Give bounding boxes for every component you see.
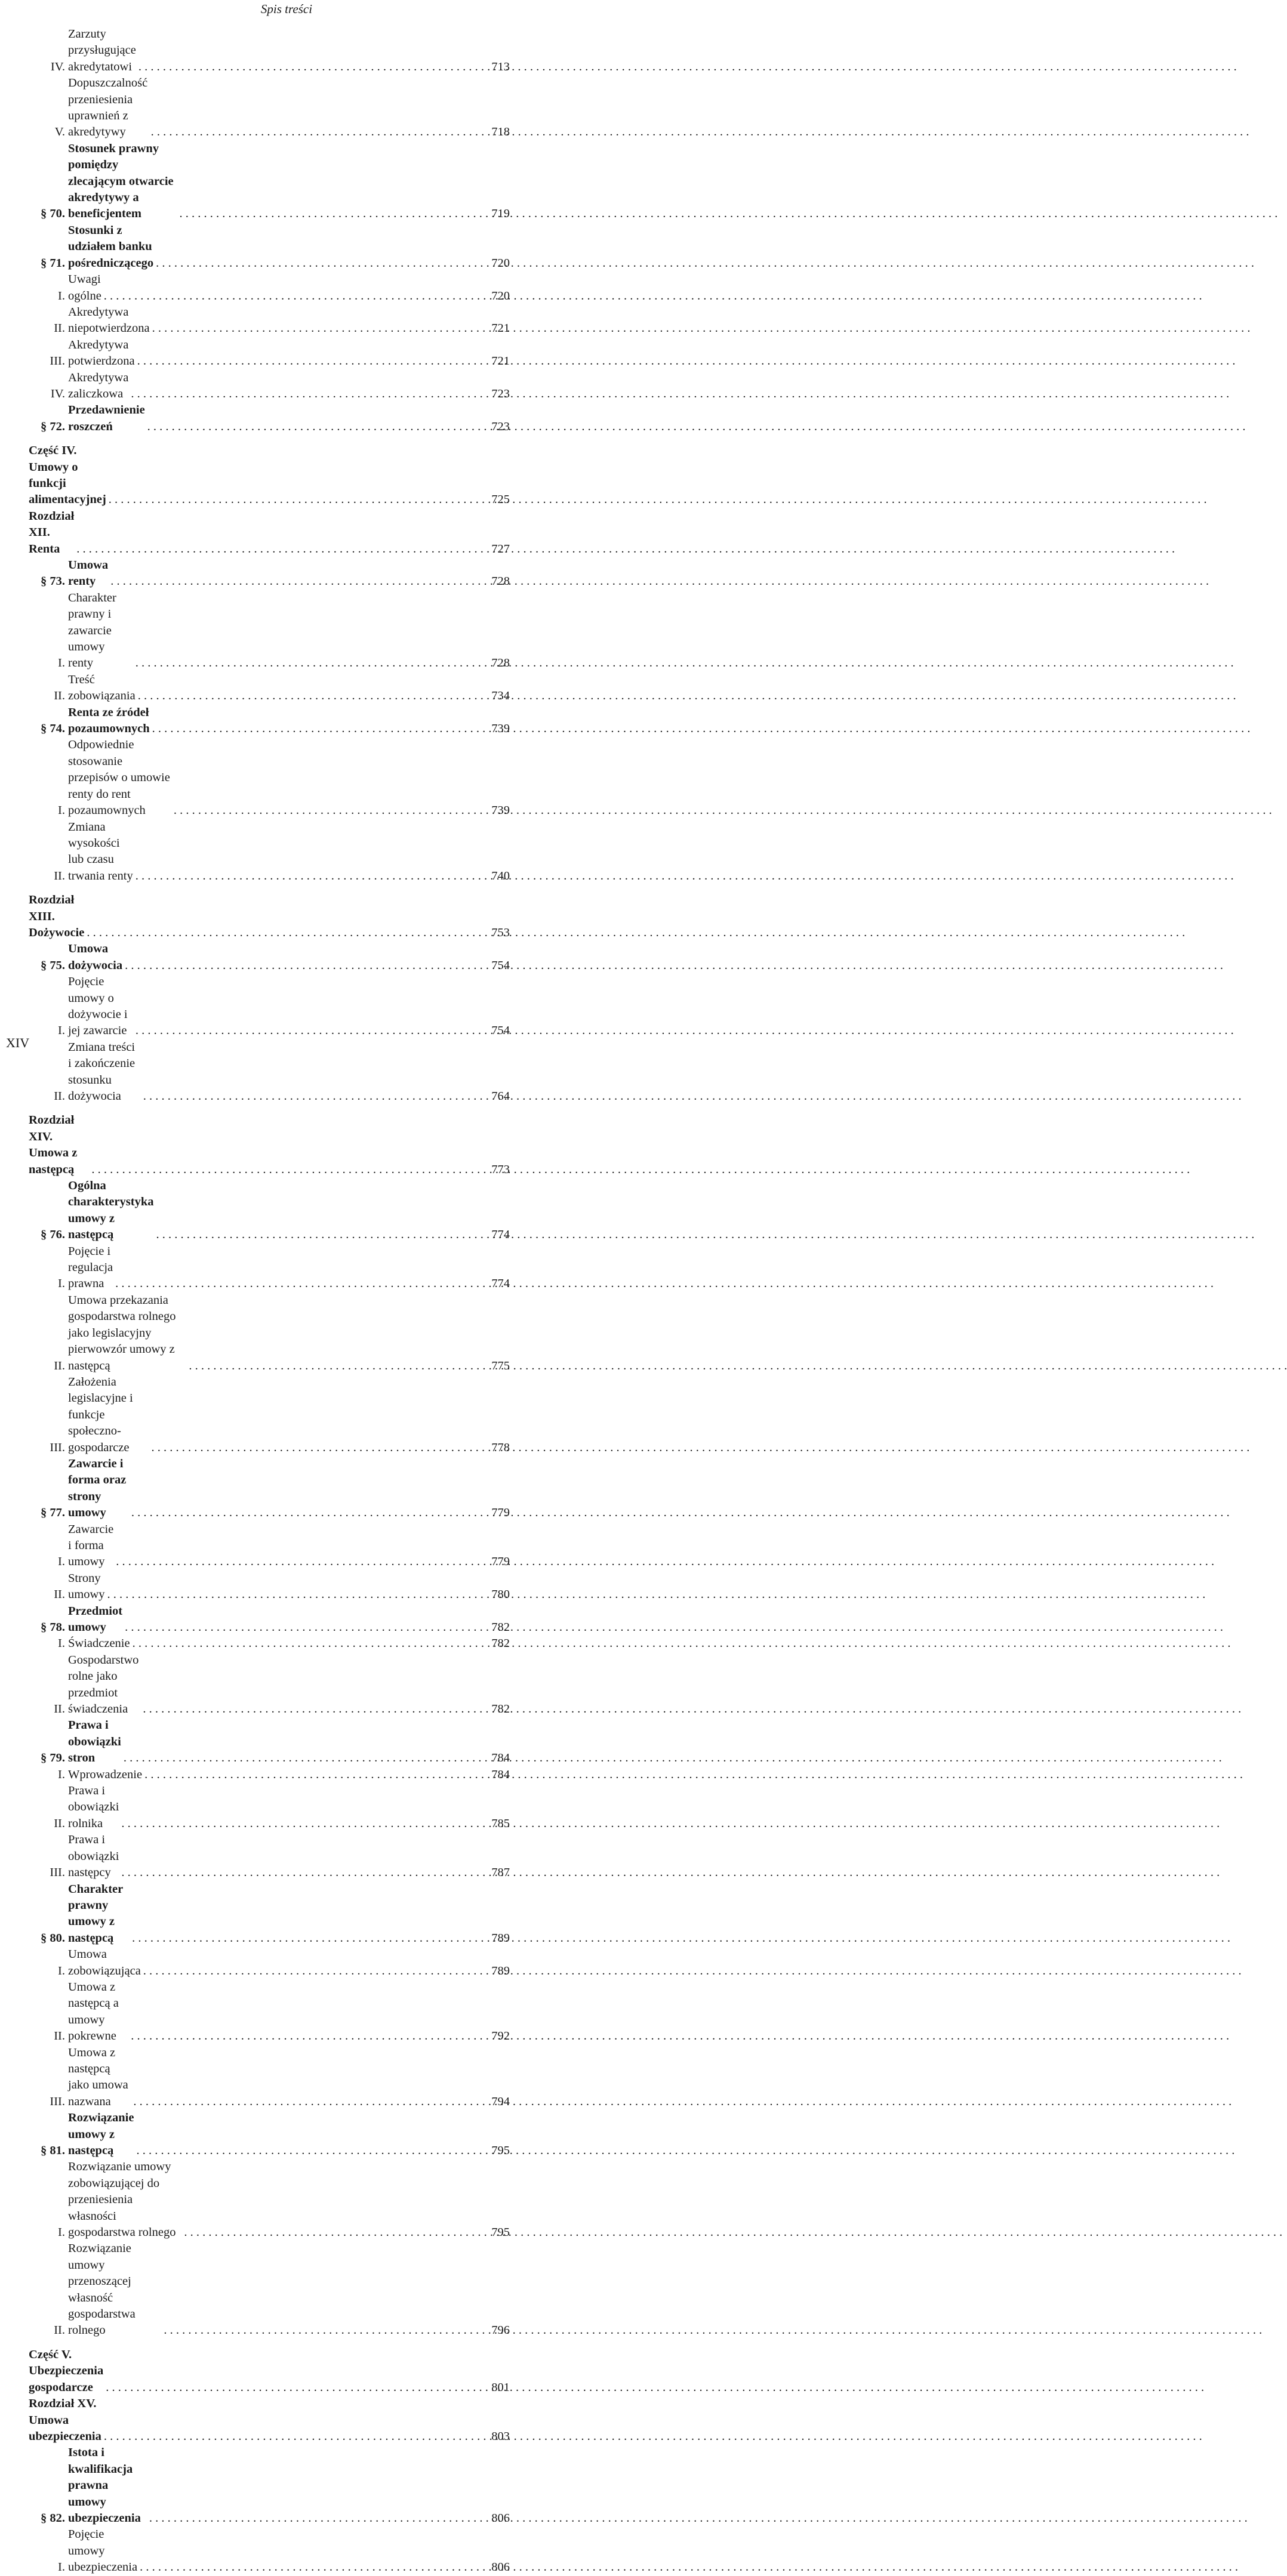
toc-entry-number: § 76. xyxy=(41,1228,65,1242)
toc-entry-page-number: 754 xyxy=(491,958,510,972)
toc-entry-title: Prawa i obowiązki następcy xyxy=(68,1833,119,1880)
running-header-title: Spis treści xyxy=(260,2,313,16)
toc-entry-page-number: 719 xyxy=(491,207,510,221)
toc-subsection-entry[interactable] xyxy=(29,1979,510,2045)
toc-section-entry[interactable] xyxy=(29,141,510,223)
toc-section-entry[interactable] xyxy=(29,1881,510,1947)
toc-subsection-entry[interactable] xyxy=(29,2159,510,2241)
toc-entry-number: V. xyxy=(54,125,65,139)
toc-section-entry[interactable] xyxy=(29,2445,510,2526)
toc-entry-page-number: 728 xyxy=(491,575,510,588)
toc-heading-entry[interactable] xyxy=(29,892,510,941)
toc-heading-entry[interactable] xyxy=(29,1112,510,1178)
toc-subsection-entry[interactable] xyxy=(29,2241,510,2339)
dot-leader xyxy=(125,1619,476,1636)
dot-leader xyxy=(151,124,476,140)
dot-leader xyxy=(133,2094,476,2110)
toc-entry-title: Pojęcie i regulacja prawna xyxy=(68,1244,113,1291)
dot-leader xyxy=(143,1701,476,1717)
dot-leader xyxy=(107,1587,477,1603)
dot-leader xyxy=(106,2380,476,2396)
toc-entry-page-number: 713 xyxy=(491,60,510,73)
toc-subsection-entry[interactable] xyxy=(29,2045,510,2111)
toc-entry-body xyxy=(68,337,479,370)
toc-entry-title: Umowa renty xyxy=(68,559,109,588)
toc-entry-body xyxy=(68,1832,479,1881)
toc-entry-page-number: 734 xyxy=(491,689,510,703)
dot-leader xyxy=(138,688,476,704)
toc-entry-body xyxy=(68,141,479,223)
toc-entry-title: Zawarcie i forma oraz strony umowy xyxy=(68,1457,127,1520)
toc-entry-body xyxy=(68,1652,479,1718)
toc-entry-number: III. xyxy=(50,2094,65,2108)
dot-leader xyxy=(91,1162,476,1178)
toc-entry-title: Strony umowy xyxy=(68,1571,105,1602)
toc-subsection-entry[interactable] xyxy=(29,75,510,141)
toc-entry-page-number: 796 xyxy=(491,2324,510,2337)
toc-entry-title: Rozwiązanie umowy zobowiązującej do przeniesienia własności gospodarstwa rolnego xyxy=(68,2160,176,2239)
toc-entry-title: Pojęcie umowy ubezpieczenia xyxy=(68,2528,138,2574)
toc-entry-page-number: 774 xyxy=(491,1228,510,1242)
dot-leader xyxy=(149,2510,476,2526)
toc-entry-body xyxy=(68,1783,479,1832)
toc-entry-title: Treść zobowiązania xyxy=(68,672,136,703)
toc-entry-body xyxy=(29,2396,479,2445)
toc-subsection-entry[interactable] xyxy=(29,1522,510,1571)
toc-entry-body xyxy=(68,304,479,337)
dot-leader xyxy=(174,803,476,819)
toc-entry-number: III. xyxy=(50,354,65,368)
table-of-contents xyxy=(29,26,510,2576)
toc-entry-body xyxy=(68,672,479,705)
toc-section-entry[interactable] xyxy=(29,941,510,974)
toc-entry-number: II. xyxy=(54,1816,65,1830)
toc-entry-page-number: 794 xyxy=(491,2094,510,2108)
toc-subsection-entry[interactable] xyxy=(29,590,510,672)
toc-entry-number: II. xyxy=(54,1588,65,1602)
toc-entry-body xyxy=(29,443,479,508)
toc-entry-page-number: 740 xyxy=(491,869,510,883)
toc-entry-number: II. xyxy=(54,1090,65,1103)
toc-entry-page-number: 801 xyxy=(491,2380,510,2394)
toc-entry-title: Umowa dożywocia xyxy=(68,942,123,972)
dot-leader xyxy=(156,255,476,272)
toc-entry-body xyxy=(68,557,479,590)
dot-leader xyxy=(138,59,476,75)
toc-subsection-entry[interactable] xyxy=(29,2526,510,2575)
toc-subsection-entry[interactable] xyxy=(29,672,510,705)
toc-entry-number: § 79. xyxy=(41,1751,65,1765)
toc-entry-page-number: 720 xyxy=(491,289,510,303)
toc-entry-title: Uwagi ogólne xyxy=(68,273,101,303)
dot-leader xyxy=(143,1963,476,1979)
toc-entry-title: Ogólna charakterystyka umowy z następcą xyxy=(68,1179,154,1242)
toc-subsection-entry[interactable] xyxy=(29,1946,510,1979)
toc-subsection-entry[interactable] xyxy=(29,1652,510,1718)
toc-entry-body xyxy=(68,1178,479,1244)
toc-entry-page-number: 792 xyxy=(491,2029,510,2043)
dot-leader xyxy=(144,1767,476,1783)
toc-entry-page-number: 754 xyxy=(491,1024,510,1038)
toc-entry-body xyxy=(68,2445,479,2526)
toc-entry-body xyxy=(68,1039,479,1105)
toc-entry-number: II. xyxy=(54,1702,65,1716)
dot-leader xyxy=(131,2028,476,2044)
dot-leader xyxy=(152,320,476,337)
toc-entry-number: II. xyxy=(54,869,65,883)
dot-leader xyxy=(121,1816,476,1832)
toc-entry-number: I. xyxy=(58,656,65,670)
toc-entry-title: Zmiana treści i zakończenie stosunku dożywocia xyxy=(68,1040,136,1103)
toc-entry-body xyxy=(68,1522,479,1571)
toc-entry-page-number: 723 xyxy=(491,419,510,433)
toc-entry-page-number: 721 xyxy=(491,322,510,335)
toc-entry-body xyxy=(68,1374,479,1456)
toc-subsection-entry[interactable] xyxy=(29,370,510,403)
toc-section-entry[interactable] xyxy=(29,1603,510,1636)
toc-entry-page-number: 782 xyxy=(491,1702,510,1716)
toc-entry-page-number: 775 xyxy=(491,1359,510,1372)
dot-leader xyxy=(140,2559,476,2575)
toc-entry-title: Zmiana wysokości lub czasu trwania renty xyxy=(68,820,133,883)
toc-entry-title: Charakter prawny i zawarcie umowy renty xyxy=(68,591,116,670)
toc-entry-number: I. xyxy=(58,1964,65,1977)
dot-leader xyxy=(121,1865,476,1881)
toc-entry-body xyxy=(68,2110,479,2159)
toc-entry-body xyxy=(68,402,479,435)
dot-leader xyxy=(136,2143,476,2159)
dot-leader xyxy=(87,925,476,941)
toc-entry-number: § 81. xyxy=(41,2144,65,2157)
toc-entry-number: I. xyxy=(58,1637,65,1651)
dot-leader xyxy=(143,1088,476,1105)
toc-section-entry[interactable] xyxy=(29,223,510,272)
toc-entry-body xyxy=(68,1717,479,1766)
toc-entry-body xyxy=(68,705,479,738)
toc-entry-body xyxy=(68,1881,479,1947)
toc-entry-body xyxy=(68,2159,479,2241)
page-number: XIV xyxy=(6,1035,30,1050)
toc-entry-page-number: 727 xyxy=(491,542,510,556)
toc-entry-title: Akredytywa niepotwierdzona xyxy=(68,305,150,335)
toc-entry-number: I. xyxy=(58,289,65,303)
toc-entry-title: Renta ze źródeł pozaumownych xyxy=(68,705,150,736)
toc-entry-title: Rozwiązanie umowy przenoszącej własność gospodarstwa rolnego xyxy=(68,2242,136,2337)
toc-entry-page-number: 739 xyxy=(491,804,510,817)
toc-entry-page-number: 782 xyxy=(491,1621,510,1634)
toc-entry-number: II. xyxy=(54,689,65,703)
toc-entry-body xyxy=(68,2526,479,2575)
toc-entry-page-number: 789 xyxy=(491,1931,510,1945)
toc-entry-number: I. xyxy=(58,1555,65,1569)
dot-leader xyxy=(125,958,476,974)
toc-entry-number: IV. xyxy=(50,387,65,400)
toc-entry-title: Akredytywa potwierdzona xyxy=(68,338,135,368)
toc-entry-title: Istota i kwalifikacja prawna umowy ubezpieczenia xyxy=(68,2446,141,2525)
toc-heading-entry[interactable] xyxy=(29,2396,510,2445)
toc-section-entry[interactable] xyxy=(29,557,510,590)
toc-subsection-entry[interactable] xyxy=(29,1767,510,1783)
toc-entry-page-number: 721 xyxy=(491,354,510,368)
toc-entry-title: Rozdział XIV. Umowa z następcą xyxy=(29,1113,78,1176)
toc-entry-body xyxy=(68,1767,479,1783)
toc-entry-number: I. xyxy=(58,804,65,817)
toc-entry-body xyxy=(68,1979,479,2045)
dot-leader xyxy=(136,868,476,884)
toc-subsection-entry[interactable] xyxy=(29,1832,510,1881)
toc-entry-body xyxy=(68,1244,479,1292)
toc-entry-title: Prawa i obowiązki stron xyxy=(68,1719,121,1765)
dot-leader xyxy=(76,541,476,557)
toc-section-entry[interactable] xyxy=(29,1178,510,1244)
dot-leader xyxy=(131,386,476,402)
toc-entry-page-number: 728 xyxy=(491,656,510,670)
toc-entry-number: § 73. xyxy=(41,575,65,588)
toc-entry-body xyxy=(68,1946,479,1979)
toc-entry-title: Przedawnienie roszczeń xyxy=(68,403,145,433)
toc-entry-body xyxy=(68,2241,479,2339)
toc-entry-title: Umowa zobowiązująca xyxy=(68,1948,141,1977)
toc-entry-page-number: 779 xyxy=(491,1506,510,1520)
toc-entry-number: § 77. xyxy=(41,1506,65,1520)
toc-entry-body xyxy=(29,892,479,941)
dot-leader xyxy=(136,655,476,671)
toc-entry-number: II. xyxy=(54,1359,65,1372)
toc-entry-page-number: 779 xyxy=(491,1555,510,1569)
toc-entry-page-number: 739 xyxy=(491,722,510,736)
toc-entry-number: § 75. xyxy=(41,958,65,972)
toc-entry-title: Rozwiązanie umowy z następcą xyxy=(68,2111,134,2157)
toc-subsection-entry[interactable] xyxy=(29,272,510,304)
dot-leader xyxy=(152,721,476,737)
dot-leader xyxy=(124,1750,476,1766)
toc-entry-number: § 74. xyxy=(41,722,65,736)
dot-leader xyxy=(189,1358,476,1374)
toc-entry-page-number: 782 xyxy=(491,1637,510,1651)
toc-entry-title: Gospodarstwo rolne jako przedmiot świadczenia xyxy=(68,1653,139,1716)
toc-entry-body xyxy=(29,1112,479,1178)
toc-entry-number: § 80. xyxy=(41,1931,65,1945)
dot-leader xyxy=(137,353,476,369)
toc-entry-page-number: 723 xyxy=(491,387,510,400)
toc-entry-body xyxy=(68,1571,479,1603)
toc-entry-page-number: 806 xyxy=(491,2511,510,2525)
dot-leader xyxy=(132,1930,476,1946)
toc-entry-number: II. xyxy=(54,2324,65,2337)
toc-entry-title: Pojęcie umowy o dożywocie i jej zawarcie xyxy=(68,975,128,1038)
toc-entry-number: I. xyxy=(58,1277,65,1291)
toc-entry-body xyxy=(68,1456,479,1522)
toc-entry-title: Akredytywa zaliczkowa xyxy=(68,371,129,400)
toc-entry-number: III. xyxy=(50,1866,65,1880)
toc-entry-body xyxy=(68,1292,479,1374)
toc-entry-title: Umowa przekazania gospodarstwa rolnego jako legislacyjny pierwowzór umowy z następcą xyxy=(68,1293,176,1372)
dot-leader xyxy=(104,288,476,304)
toc-entry-page-number: 795 xyxy=(491,2226,510,2239)
toc-heading-entry[interactable] xyxy=(29,2347,510,2396)
dot-leader xyxy=(116,1554,476,1570)
toc-subsection-entry[interactable] xyxy=(29,26,510,75)
toc-section-entry[interactable] xyxy=(29,705,510,738)
toc-subsection-entry[interactable] xyxy=(29,337,510,370)
toc-entry-body xyxy=(68,1603,479,1636)
toc-entry-number: I. xyxy=(58,1767,65,1781)
toc-entry-body xyxy=(68,75,479,141)
toc-subsection-entry[interactable] xyxy=(29,737,510,819)
toc-section-entry[interactable] xyxy=(29,1717,510,1766)
toc-entry-page-number: 764 xyxy=(491,1090,510,1103)
toc-subsection-entry[interactable] xyxy=(29,1783,510,1832)
toc-entry-page-number: 784 xyxy=(491,1751,510,1765)
toc-subsection-entry[interactable] xyxy=(29,1039,510,1105)
toc-entry-body xyxy=(68,26,479,75)
toc-entry-title: Część IV. Umowy o funkcji alimentacyjnej xyxy=(29,444,106,507)
dot-leader xyxy=(164,2322,476,2339)
toc-entry-body xyxy=(68,272,479,304)
dot-leader xyxy=(156,1227,476,1243)
toc-subsection-entry[interactable] xyxy=(29,304,510,337)
toc-subsection-entry[interactable] xyxy=(29,1571,510,1603)
toc-section-entry[interactable] xyxy=(29,402,510,435)
toc-subsection-entry[interactable] xyxy=(29,1244,510,1292)
toc-entry-body xyxy=(68,1636,479,1652)
toc-entry-page-number: 774 xyxy=(491,1277,510,1291)
toc-entry-title: Założenia legislacyjne i funkcje społeczno-gospodarcze xyxy=(68,1375,133,1454)
toc-entry-number: II. xyxy=(54,2029,65,2043)
toc-entry-page-number: 789 xyxy=(491,1964,510,1977)
toc-entry-number: I. xyxy=(58,2560,65,2574)
dot-leader xyxy=(109,492,476,508)
toc-entry-body xyxy=(68,223,479,272)
dot-leader xyxy=(151,1440,476,1456)
toc-entry-title: Rozdział XIII. Dożywocie xyxy=(29,893,85,939)
toc-entry-title: Charakter prawny umowy z następcą xyxy=(68,1882,123,1945)
toc-heading-entry[interactable] xyxy=(29,443,510,508)
toc-entry-title: Część V. Ubezpieczenia gospodarcze xyxy=(29,2347,104,2394)
dot-leader xyxy=(131,1505,476,1521)
toc-entry-page-number: 753 xyxy=(491,925,510,939)
toc-entry-body xyxy=(68,370,479,403)
toc-entry-title: Umowa z następcą jako umowa nazwana xyxy=(68,2046,128,2108)
toc-entry-number: I. xyxy=(58,1024,65,1038)
toc-entry-number: § 72. xyxy=(41,419,65,433)
toc-entry-title: Świadczenie xyxy=(68,1637,130,1651)
toc-subsection-entry[interactable] xyxy=(29,1636,510,1652)
toc-entry-number: II. xyxy=(54,322,65,335)
toc-entry-title: Umowa z następcą a umowy pokrewne xyxy=(68,1980,119,2043)
toc-entry-title: Rozdział XV. Umowa ubezpieczenia xyxy=(29,2397,101,2443)
toc-entry-body xyxy=(68,819,479,885)
toc-subsection-entry[interactable] xyxy=(29,1292,510,1374)
dot-leader xyxy=(115,1276,476,1292)
toc-entry-page-number: 806 xyxy=(491,2560,510,2574)
toc-subsection-entry[interactable] xyxy=(29,1374,510,1456)
toc-entry-body xyxy=(29,508,479,557)
toc-entry-body xyxy=(29,2347,479,2396)
toc-entry-page-number: 787 xyxy=(491,1866,510,1880)
toc-section-entry[interactable] xyxy=(29,2110,510,2159)
toc-entry-page-number: 718 xyxy=(491,125,510,139)
toc-entry-number: § 78. xyxy=(41,1621,65,1634)
toc-entry-body xyxy=(68,974,479,1039)
toc-entry-number: § 70. xyxy=(41,207,65,221)
toc-entry-title: Zarzuty przysługujące akredytatowi xyxy=(68,27,136,73)
dot-leader xyxy=(184,2225,476,2241)
dot-leader xyxy=(110,573,476,590)
toc-entry-number: § 71. xyxy=(41,256,65,270)
dot-leader xyxy=(133,1636,476,1652)
toc-entry-title: Odpowiednie stosowanie przepisów o umowie renty do rent pozaumownych xyxy=(68,738,170,817)
toc-entry-page-number: 803 xyxy=(491,2429,510,2443)
toc-subsection-entry[interactable] xyxy=(29,819,510,885)
toc-entry-body xyxy=(68,2045,479,2111)
toc-entry-number: IV. xyxy=(50,60,65,73)
toc-entry-body xyxy=(68,941,479,974)
toc-entry-title: Zawarcie i forma umowy xyxy=(68,1522,114,1569)
toc-entry-title: Przedmiot umowy xyxy=(68,1604,123,1634)
toc-entry-page-number: 720 xyxy=(491,256,510,270)
toc-subsection-entry[interactable] xyxy=(29,974,510,1039)
toc-entry-number: I. xyxy=(58,2226,65,2239)
toc-entry-page-number: 780 xyxy=(491,1588,510,1602)
toc-section-entry[interactable] xyxy=(29,1456,510,1522)
toc-entry-title: Stosunek prawny pomiędzy zlecającym otwarcie akredytywy a beneficjentem xyxy=(68,141,174,221)
toc-entry-number: § 82. xyxy=(41,2511,65,2525)
toc-entry-body xyxy=(68,737,479,819)
toc-entry-page-number: 785 xyxy=(491,1816,510,1830)
toc-entry-title: Wprowadzenie xyxy=(68,1767,143,1781)
toc-entry-page-number: 784 xyxy=(491,1767,510,1781)
toc-entry-page-number: 795 xyxy=(491,2144,510,2157)
dot-leader xyxy=(147,419,476,435)
toc-entry-title: Stosunki z udziałem banku pośredniczącego xyxy=(68,223,154,270)
toc-entry-number: III. xyxy=(50,1440,65,1454)
dot-leader xyxy=(136,1023,476,1039)
toc-entry-page-number: 725 xyxy=(491,493,510,507)
dot-leader xyxy=(180,206,476,222)
toc-entry-page-number: 778 xyxy=(491,1440,510,1454)
dot-leader xyxy=(104,2429,476,2445)
toc-entry-title: Rozdział XII. Renta xyxy=(29,509,75,556)
toc-entry-title: Prawa i obowiązki rolnika xyxy=(68,1784,119,1830)
toc-entry-page-number: 773 xyxy=(491,1162,510,1176)
toc-entry-body xyxy=(68,590,479,672)
toc-heading-entry[interactable] xyxy=(29,508,510,557)
toc-entry-title: Dopuszczalność przeniesienia uprawnień z akredytywy xyxy=(68,76,148,139)
